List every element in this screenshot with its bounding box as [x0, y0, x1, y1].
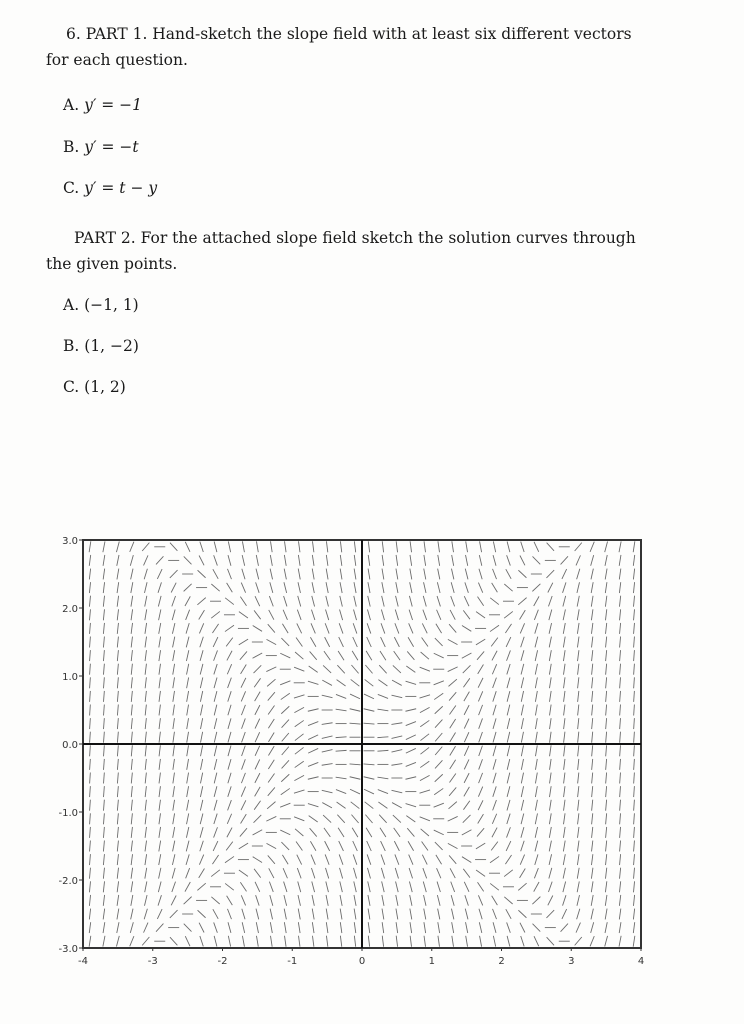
- part2-item-c: [63, 378, 126, 396]
- part2-item-a: [63, 296, 139, 314]
- y-tick-label: 3.0: [62, 536, 78, 547]
- x-tick-label: 4: [637, 956, 645, 967]
- item-point: (1, 2): [84, 378, 126, 396]
- x-tick-label: -2: [217, 956, 228, 967]
- item-equation: y′ = −t: [84, 138, 139, 156]
- item-equation: y′ = t − y: [84, 179, 158, 197]
- y-tick-label: 2.0: [62, 604, 78, 615]
- item-point: (1, −2): [84, 337, 139, 355]
- item-label: A.: [63, 96, 80, 114]
- item-label: A.: [63, 296, 80, 314]
- part2-item-b: [63, 337, 139, 355]
- item-label: C.: [63, 179, 80, 197]
- part1-paragraph-line2: for each question.: [46, 51, 188, 69]
- part1-item-a: [63, 96, 142, 114]
- item-label: B.: [63, 337, 80, 355]
- y-tick-label: -2.0: [58, 876, 78, 887]
- part1-paragraph-line1: 6. PART 1. Hand-sketch the slope field with at least six different vectors: [66, 25, 632, 43]
- x-tick-label: 0: [358, 956, 366, 967]
- part1-item-c: [63, 179, 157, 197]
- y-tick-label: -3.0: [58, 944, 78, 955]
- x-tick-label: 3: [568, 956, 575, 967]
- x-tick-label: -1: [287, 956, 298, 967]
- x-tick-label: 1: [428, 956, 435, 967]
- y-tick-label: 0.0: [62, 740, 78, 751]
- part1-item-b: [63, 138, 139, 156]
- x-tick-label: -4: [78, 956, 88, 967]
- x-tick-label: 2: [498, 956, 505, 967]
- item-label: C.: [63, 378, 80, 396]
- slope-field-chart: [44, 530, 664, 990]
- part2-paragraph-line1: PART 2. For the attached slope field sketch the solution curves through: [74, 229, 636, 247]
- part2-paragraph-line2: the given points.: [46, 255, 178, 273]
- x-tick-label: -3: [147, 956, 158, 967]
- slope-field-svg: [44, 530, 664, 990]
- item-point: (−1, 1): [84, 296, 139, 314]
- y-tick-label: 1.0: [62, 672, 78, 683]
- y-tick-label: -1.0: [58, 808, 78, 819]
- item-label: B.: [63, 138, 80, 156]
- item-equation: y′ = −1: [84, 96, 143, 114]
